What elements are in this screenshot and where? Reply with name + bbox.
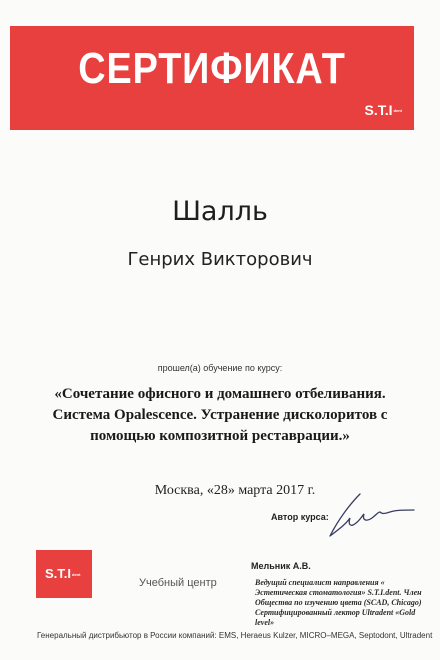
training-center-logo-mark — [45, 566, 80, 581]
studied-text: прошел(а) обучение по курсу: — [157, 363, 283, 373]
date-line: Москва, «28» марта 2017 г. — [154, 483, 316, 498]
sti-logo — [365, 102, 402, 118]
training-center-label: Учебный центр — [139, 577, 217, 589]
author-name: Мельник А.В. — [251, 561, 311, 571]
recipient-name: Генрих Викторович — [127, 249, 313, 270]
training-logo-text: S.T.I — [45, 566, 72, 581]
recipient-surname: Шалль — [172, 196, 268, 227]
certificate-title: СЕРТИФИКАТ — [78, 44, 346, 93]
sti-logo-sub: dent — [393, 108, 402, 114]
sti-logo-text: S.T.I — [364, 102, 393, 118]
certificate-banner — [10, 26, 414, 130]
training-logo-sub: dent — [72, 571, 81, 577]
author-signature — [324, 490, 416, 540]
author-description: Ведущий специалист направления « Эстетическая стоматология» S.T.I.dent. Член Общества по изучению цвета (SCAD, Chicago) Сертифицированный лектор Ultradent «Gold level» — [255, 578, 422, 627]
course-title: «Сочетание офисного и домашнего отбеливания. Система Opalescence. Устранение дисколоритов с помощью композитной реставрации.» — [52, 386, 388, 444]
author-label: Автор курса: — [271, 512, 329, 522]
distributor-footer: Генеральный дистрибьютор в России компаний: EMS, Heraeus Kulzer, MICRO–MEGA, Septodont, Ultradent — [37, 631, 433, 640]
training-center-logo — [36, 550, 92, 598]
